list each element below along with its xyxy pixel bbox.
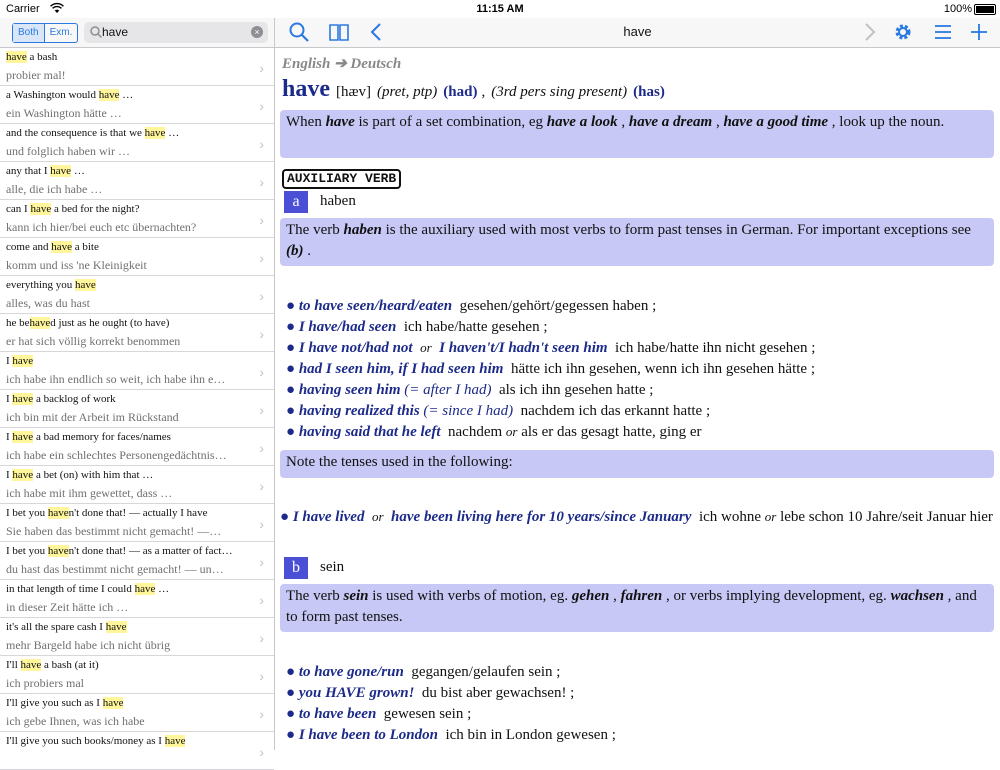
clock: 11:15 AM bbox=[476, 3, 524, 15]
search-input[interactable] bbox=[102, 24, 242, 40]
result-english: in that length of time I could have … bbox=[6, 583, 170, 595]
chevron-right-icon: › bbox=[259, 326, 264, 342]
result-english: I'll have a bash (at it) bbox=[6, 659, 99, 671]
chevron-right-icon: › bbox=[259, 592, 264, 608]
entry-toolbar bbox=[275, 18, 1000, 48]
result-english: I have a bad memory for faces/names bbox=[6, 431, 171, 443]
segment-examples[interactable]: Exm. bbox=[44, 24, 78, 42]
result-german: Sie haben das bestimmt nicht gemacht! —… bbox=[6, 524, 222, 538]
example: ● to have gone/run gegangen/gelaufen sein ; bbox=[286, 664, 561, 680]
example: ● I have been to London ich bin in London gewesen ; bbox=[286, 727, 616, 743]
separator-comma: , bbox=[481, 84, 486, 100]
headword: have bbox=[282, 76, 330, 102]
status-bar bbox=[0, 0, 1000, 18]
list-item[interactable] bbox=[0, 124, 274, 162]
forms-label: (pret, ptp) bbox=[377, 84, 438, 100]
example: ● had I seen him, if I had seen him hätte ich ihn gesehen, wenn ich ihn gesehen hätte ; bbox=[286, 361, 816, 377]
sense-translation: sein bbox=[320, 559, 345, 575]
list-item[interactable] bbox=[0, 352, 274, 390]
result-german: ich probiers mal bbox=[6, 676, 84, 690]
usage-note: The verb sein is used with verbs of motion, eg. gehen , fahren , or verbs implying development, eg. wachsen , and to form past tenses. bbox=[280, 584, 994, 632]
result-german: kann ich hier/bei euch etc übernachten? bbox=[6, 220, 197, 234]
list-item[interactable] bbox=[0, 48, 274, 86]
chevron-right-icon: › bbox=[259, 402, 264, 418]
chevron-right-icon: › bbox=[259, 250, 264, 266]
example: ● I have/had seen ich habe/hatte gesehen ; bbox=[286, 319, 548, 335]
battery-percent: 100% bbox=[943, 3, 972, 15]
result-english: have a bash bbox=[6, 51, 58, 63]
result-german: mehr Bargeld habe ich nicht übrig bbox=[6, 638, 171, 652]
usage-note: Note the tenses used in the following: bbox=[280, 450, 994, 478]
result-english: I have a backlog of work bbox=[6, 393, 116, 405]
result-english: can I have a bed for the night? bbox=[6, 203, 140, 215]
search-icon bbox=[89, 25, 103, 39]
result-english: come and have a bite bbox=[6, 241, 99, 253]
search-mode-segmented-control bbox=[12, 23, 78, 43]
result-english: I'll give you such books/money as I have bbox=[6, 735, 186, 747]
forward-chevron-icon[interactable] bbox=[857, 20, 881, 44]
result-german: ich habe ein schlechtes Personengedächtnis… bbox=[6, 448, 227, 462]
example: ● I have lived or have been living here for 10 years/since January ich wohne or lebe schon 10 Jahre/seit Januar hier bbox=[280, 509, 993, 525]
form-has[interactable]: (has) bbox=[633, 84, 665, 100]
result-english: and the consequence is that we have … bbox=[6, 127, 180, 139]
chevron-right-icon: › bbox=[259, 212, 264, 228]
example: ● to have been gewesen sein ; bbox=[286, 706, 472, 722]
example: ● having said that he left nachdem or als er das gesagt hatte, ging er bbox=[286, 424, 702, 440]
part-of-speech-label: AUXILIARY VERB bbox=[282, 169, 401, 189]
result-english: it's all the spare cash I have bbox=[6, 621, 127, 633]
toolbar-title: have bbox=[623, 24, 652, 39]
search-field[interactable] bbox=[84, 22, 268, 43]
form-had[interactable]: (had) bbox=[443, 84, 478, 100]
list-item[interactable] bbox=[0, 542, 274, 580]
chevron-right-icon: › bbox=[259, 478, 264, 494]
result-german: komm und iss 'ne Kleinigkeit bbox=[6, 258, 147, 272]
list-item[interactable] bbox=[0, 162, 274, 200]
result-german: ich gebe Ihnen, was ich habe bbox=[6, 714, 145, 728]
chevron-right-icon: › bbox=[259, 554, 264, 570]
list-item[interactable] bbox=[0, 504, 274, 542]
result-english: I have a bet (on) with him that … bbox=[6, 469, 154, 481]
list-item[interactable] bbox=[0, 694, 274, 732]
result-german: du hast das bestimmt nicht gemacht! — un… bbox=[6, 562, 224, 576]
result-english: I bet you haven't done that! — actually I have bbox=[6, 507, 208, 519]
language-direction: English ➔ Deutsch bbox=[282, 56, 402, 72]
result-english: I have bbox=[6, 355, 34, 367]
chevron-right-icon: › bbox=[259, 516, 264, 532]
example: ● I have not/had not or I haven't/I hadn't seen him ich habe/hatte ihn nicht gesehen ; bbox=[286, 340, 816, 356]
list-item[interactable] bbox=[0, 466, 274, 504]
list-item[interactable] bbox=[0, 656, 274, 694]
headword-line bbox=[282, 76, 665, 103]
chevron-right-icon: › bbox=[259, 288, 264, 304]
sense-badge-a: a bbox=[284, 191, 308, 213]
example: ● you HAVE grown! du bist aber gewachsen! ; bbox=[286, 685, 575, 701]
chevron-right-icon: › bbox=[259, 630, 264, 646]
result-german: probier mal! bbox=[6, 68, 66, 82]
result-german: ein Washington hätte … bbox=[6, 106, 122, 120]
example: ● having realized this (= since I had) nachdem ich das erkannt hatte ; bbox=[286, 403, 711, 419]
gear-icon[interactable] bbox=[891, 20, 915, 44]
search-bar bbox=[0, 18, 274, 48]
example: ● having seen him (= after I had) als ich ihn gesehen hatte ; bbox=[286, 382, 654, 398]
result-german: er hat sich völlig korrekt benommen bbox=[6, 334, 181, 348]
carrier-label: Carrier bbox=[6, 3, 40, 15]
result-english: I bet you haven't done that! — as a matter of fact… bbox=[6, 545, 233, 557]
list-item[interactable] bbox=[0, 618, 274, 656]
usage-note: The verb haben is the auxiliary used with most verbs to form past tenses in German. For important exceptions see (b) . bbox=[280, 218, 994, 266]
battery-icon bbox=[974, 4, 996, 15]
list-item[interactable] bbox=[0, 428, 274, 466]
result-german: ich habe mit ihm gewettet, dass … bbox=[6, 486, 173, 500]
chevron-right-icon: › bbox=[259, 60, 264, 76]
sense-badge-b: b bbox=[284, 557, 308, 579]
chevron-right-icon: › bbox=[259, 174, 264, 190]
result-german: in dieser Zeit hätte ich … bbox=[6, 600, 129, 614]
chevron-right-icon: › bbox=[259, 98, 264, 114]
list-item[interactable] bbox=[0, 314, 274, 352]
chevron-right-icon: › bbox=[259, 136, 264, 152]
chevron-right-icon: › bbox=[259, 744, 264, 760]
usage-note: When have is part of a set combination, eg have a look , have a dream , have a good time , look up the noun. bbox=[280, 110, 994, 158]
list-item[interactable] bbox=[0, 732, 274, 770]
list-item[interactable] bbox=[0, 276, 274, 314]
result-english: everything you have bbox=[6, 279, 96, 291]
chevron-right-icon: › bbox=[259, 668, 264, 684]
list-item[interactable] bbox=[0, 390, 274, 428]
results-pane bbox=[0, 18, 275, 760]
result-german: ich habe ihn endlich so weit, ich habe ihn e… bbox=[6, 372, 226, 386]
result-german: alles, was du hast bbox=[6, 296, 90, 310]
result-german: ich bin mit der Arbeit im Rückstand bbox=[6, 410, 179, 424]
phonetic: [hæv] bbox=[336, 84, 371, 100]
results-list bbox=[0, 48, 274, 770]
list-item[interactable] bbox=[0, 200, 274, 238]
example: ● to have seen/heard/eaten gesehen/gehört/gegessen haben ; bbox=[286, 298, 657, 314]
clear-search-icon[interactable]: × bbox=[251, 26, 263, 38]
result-german: und folglich haben wir … bbox=[6, 144, 130, 158]
result-english: I'll give you such as I have bbox=[6, 697, 124, 709]
sense-translation: haben bbox=[320, 193, 356, 209]
result-english: he behaved just as he ought (to have) bbox=[6, 317, 170, 329]
chevron-right-icon: › bbox=[259, 706, 264, 722]
list-icon[interactable] bbox=[931, 20, 955, 44]
list-item[interactable] bbox=[0, 580, 274, 618]
segment-both[interactable]: Both bbox=[13, 24, 44, 42]
list-item[interactable] bbox=[0, 86, 274, 124]
result-german: alle, die ich habe … bbox=[6, 182, 103, 196]
list-item[interactable] bbox=[0, 238, 274, 276]
entry-content bbox=[280, 50, 996, 750]
result-english: a Washington would have … bbox=[6, 89, 134, 101]
forms-label: (3rd pers sing present) bbox=[491, 84, 628, 100]
chevron-right-icon: › bbox=[259, 364, 264, 380]
chevron-right-icon: › bbox=[259, 440, 264, 456]
add-icon[interactable] bbox=[967, 20, 991, 44]
result-english: any that I have … bbox=[6, 165, 85, 177]
